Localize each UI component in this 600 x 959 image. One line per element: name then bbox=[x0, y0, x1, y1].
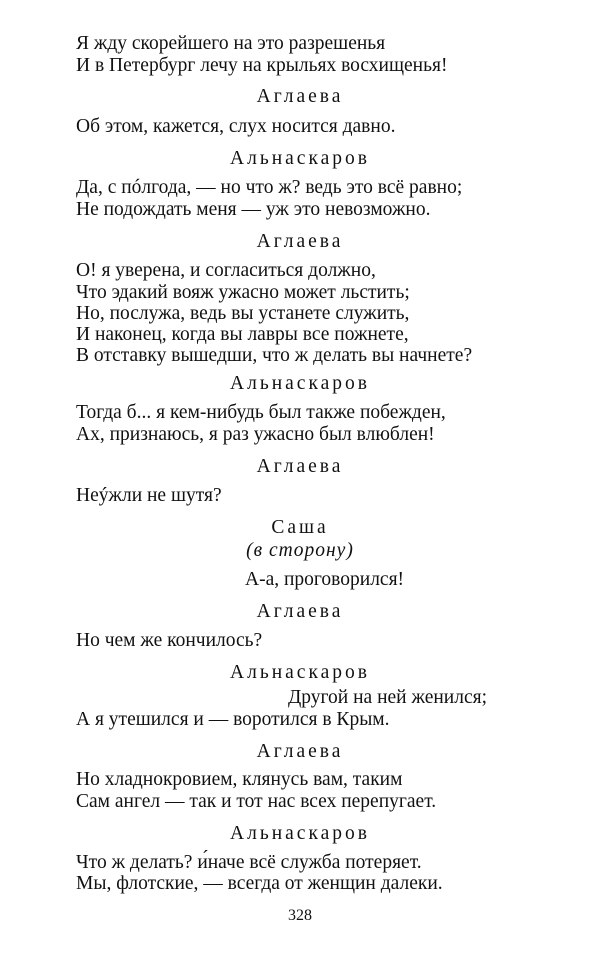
speaker-name: Аглаева bbox=[256, 741, 344, 762]
speaker-name: Аглаева bbox=[256, 601, 344, 622]
verse-line: А-а, проговорился! bbox=[245, 569, 405, 590]
verse-line: Что ж делать? и́наче всё служба потеряет. bbox=[76, 852, 422, 873]
verse-line: Но, послужа, ведь вы устанете служить, bbox=[76, 303, 410, 324]
verse-line: Ах, признаюсь, я раз ужасно был влюблен! bbox=[76, 424, 435, 445]
verse-line: И в Петербург лечу на крыльях восхищенья! bbox=[76, 55, 448, 76]
verse-line: Что эдакий вояж ужасно может льстить; bbox=[76, 282, 410, 303]
verse-line: Да, с пóлгода, — но что ж? ведь это всё равно; bbox=[76, 177, 463, 198]
verse-line: Но чем же кончилось? bbox=[76, 630, 263, 651]
speaker-name: Альнаскаров bbox=[230, 662, 370, 683]
verse-line: В отставку вышедши, что ж делать вы начнете? bbox=[76, 345, 473, 366]
speaker-name: Альнаскаров bbox=[230, 373, 370, 394]
verse-line: Тогда б... я кем-нибудь был также побежден, bbox=[76, 402, 446, 423]
speaker-name: Саша bbox=[271, 517, 329, 538]
verse-line: Я жду скорейшего на это разрешенья bbox=[76, 33, 386, 54]
verse-line: Мы, флотские, — всегда от женщин далеки. bbox=[76, 873, 443, 894]
speaker-name: Аглаева bbox=[256, 456, 344, 477]
speaker-name: Альнаскаров bbox=[230, 148, 370, 169]
verse-line: И наконец, когда вы лавры все пожнете, bbox=[76, 324, 409, 345]
speaker-name: Аглаева bbox=[256, 231, 344, 252]
verse-line: Неýжли не шутя? bbox=[76, 485, 222, 506]
stage-direction: (в сторону) bbox=[246, 540, 354, 561]
speaker-name: Аглаева bbox=[256, 86, 344, 107]
speaker-name: Альнаскаров bbox=[230, 823, 370, 844]
verse-line: Но хладнокровием, клянусь вам, таким bbox=[76, 769, 403, 790]
verse-line: О! я уверена, и согласиться должно, bbox=[76, 260, 376, 281]
verse-line: Не подождать меня — уж это невозможно. bbox=[76, 199, 431, 220]
verse-line: Сам ангел — так и тот нас всех перепугает. bbox=[76, 791, 437, 812]
verse-line: А я утешился и — воротился в Крым. bbox=[76, 709, 390, 730]
verse-line: Другой на ней женился; bbox=[288, 687, 487, 708]
page-number: 328 bbox=[288, 907, 312, 924]
verse-line: Об этом, кажется, слух носится давно. bbox=[76, 116, 396, 137]
